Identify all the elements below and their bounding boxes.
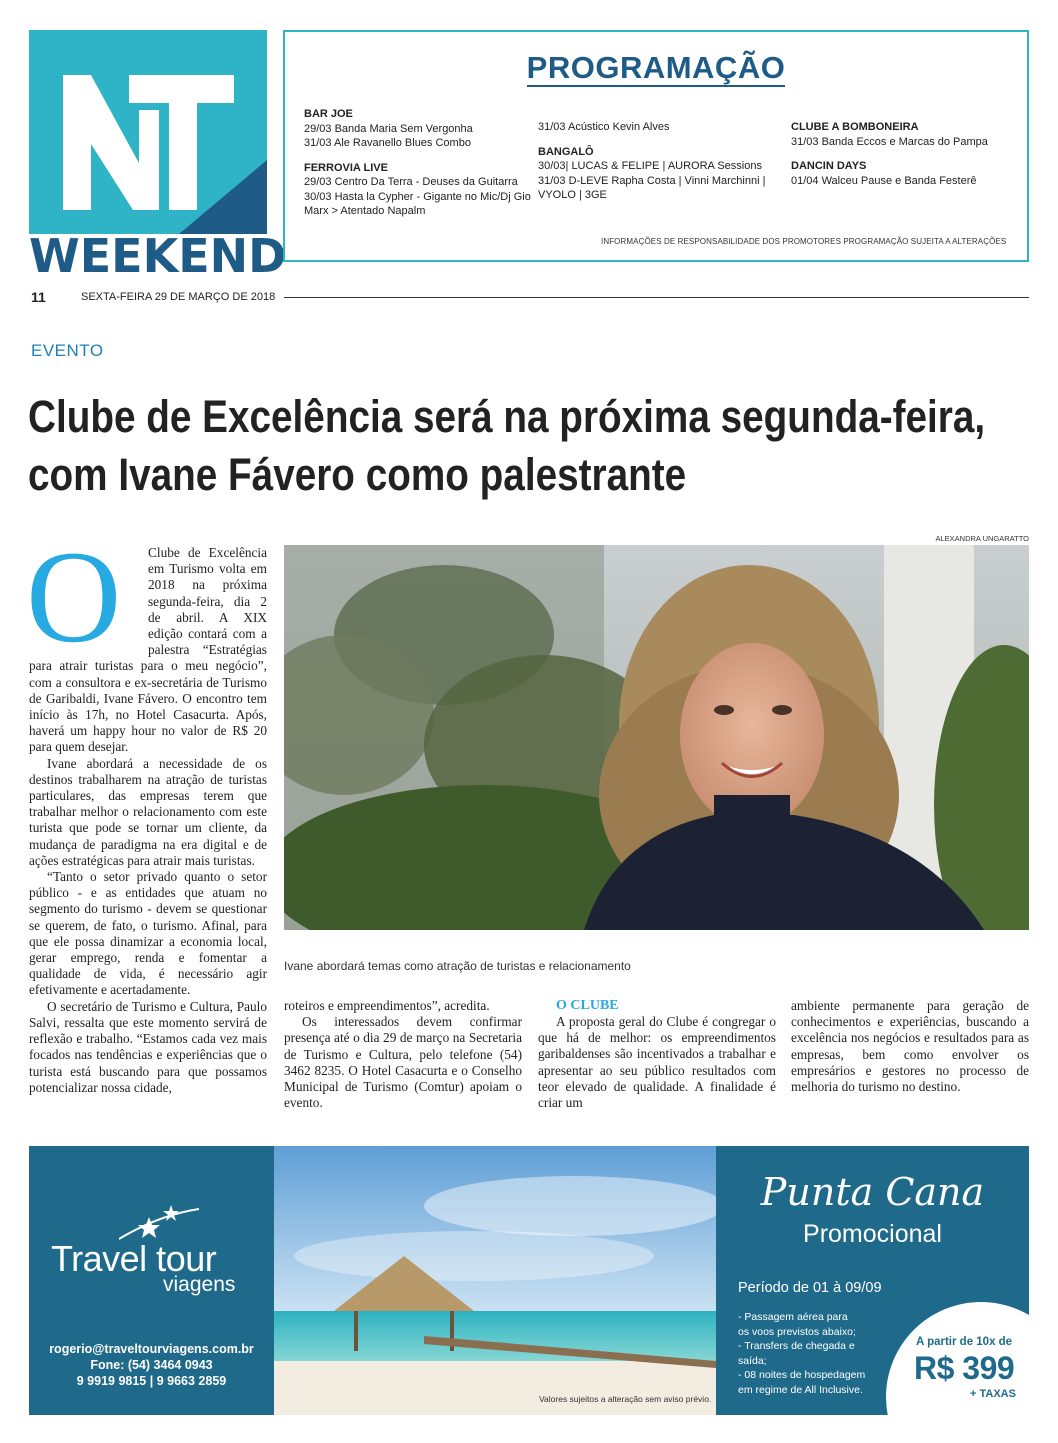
offer-destination: Punta Cana: [760, 1170, 985, 1214]
article-paragraph: Os interessados devem confirmar presença até o dia 29 de março na Secretaria de Turismo e Cultura, pelo telefone (54) 3462 8235. O Hotel Casacurta e o Conselho Municipal de Turismo (Comtur) apoiam o evento.: [284, 1014, 522, 1111]
programacao-title: PROGRAMAÇÃO: [526, 50, 786, 85]
article-headline: [28, 388, 1043, 504]
ad-brand-sub: viagens: [163, 1273, 236, 1296]
article-column-4: [791, 998, 1029, 1095]
offer-include-line: - Transfers de chegada e saída;: [738, 1340, 855, 1367]
offer-period: Período de 01 à 09/09: [738, 1280, 882, 1296]
venue-name: BANGALÔ: [538, 145, 594, 158]
offer-includes: [738, 1310, 878, 1397]
article-paragraph: A proposta geral do Clube é congregar o que há de melhor: os empreendimentos garibaldenses são incentivados a trabalhar e apresentar ao seu público resultados com teor elevado de qualidade. A finalidade é criar um: [538, 1014, 776, 1111]
article-paragraph: Clube de Excelência em Turismo volta em 2018 na próxima segunda-feira, dia 2 de abril. A XIX edição contará com a palestra “Estratégias para atrair turistas para o meu negócio”, com a consultora e ex-secretária de Turismo de Garibaldi, Ivane Fávero. O encontro tem início às 17h, no Hotel Casacurta. Após, haverá um happy hour no valor de R$ 20 para quem desejar.: [29, 545, 267, 755]
logo-weekend-text: WEEKEND: [29, 229, 287, 283]
programacao-col-1: [304, 107, 534, 219]
event-line: 30/03 Hasta la Cypher - Gigante no Mic/Dj Gio: [304, 190, 531, 203]
photo-caption: Ivane abordará temas como atração de turistas e relacionamento: [284, 959, 631, 973]
ad-phone: Fone: (54) 3464 0943: [90, 1358, 213, 1372]
event-line: VYOLO | 3GE: [538, 189, 607, 201]
offer-include-line: os voos previstos abaixo;: [738, 1325, 856, 1338]
stars-icon: [119, 1201, 199, 1241]
ad-brand-name: Travel tour: [51, 1238, 217, 1279]
article-column-3: [538, 998, 776, 1111]
venue-name: BAR JOE: [304, 108, 353, 120]
edition-date: SEXTA-FEIRA 29 DE MARÇO DE 2018: [81, 291, 276, 303]
article-column-2: [284, 998, 522, 1111]
offer-include-line: - 08 noites de hospedagem: [738, 1369, 866, 1381]
event-line: Marx > Atentado Napalm: [304, 205, 426, 217]
event-line: 29/03 Banda Maria Sem Vergonha: [304, 122, 473, 135]
event-line: 30/03| LUCAS & FELIPE | AURORA Sessions: [538, 160, 762, 172]
offer-include-line: - Passagem aérea para: [738, 1311, 848, 1323]
travel-ad: [29, 1146, 1029, 1415]
article-paragraph: Ivane abordará a necessidade de os destinos trabalharem na atração de turistas particulares, das empresas terem que trabalhar melhor o relacionamento com este turista que pode se tornar um cliente, da mudança de paradigma na era digital e de ações estratégicas para atrair mais turistas.: [29, 755, 267, 868]
venue-name: CLUBE A BOMBONEIRA: [791, 121, 919, 133]
headline-line-1: Clube de Excelência será na próxima segunda-feira,: [28, 391, 986, 442]
article-column-1: [26, 523, 267, 1096]
venue-name: FERROVIA LIVE: [304, 161, 388, 174]
nt-logo-mark: [29, 30, 267, 234]
nt-weekend-logo: [29, 30, 287, 283]
event-line: 01/04 Walceu Pause e Banda Festerê: [791, 174, 977, 187]
price-value: R$ 399: [914, 1350, 1015, 1386]
event-line: 29/03 Centro Da Terra - Deuses da Guitarra: [304, 176, 518, 188]
photo-credit: ALEXANDRA UNGARATTO: [935, 534, 1029, 543]
section-label: EVENTO: [31, 341, 104, 360]
drop-cap: O: [26, 523, 122, 670]
event-line: 31/03 Banda Eccos e Marcas do Pampa: [791, 135, 988, 148]
ad-offer-panel: [716, 1146, 1029, 1415]
ad-brand-panel: [29, 1146, 274, 1415]
event-line: 31/03 Ale Ravanello Blues Combo: [304, 137, 471, 149]
programacao-col-2: [538, 120, 778, 203]
offer-include-line: em regime de All Inclusive.: [738, 1383, 863, 1396]
article-paragraph: roteiros e empreendimentos”, acredita.: [284, 998, 490, 1013]
headline-line-2: com Ivane Fávero como palestrante: [28, 449, 687, 500]
article-paragraph: “Tanto o setor privado quanto o setor público - e as entidades que atuam no segmento do turismo - devem se questionar se querem, de fato, o turismo. Afinal, para que ele possa dinamizar a economia local, gerar emprego, renda e fomentar a qualidade de vida, é necessário agir efetivamente e acertadamente.: [29, 869, 267, 998]
subheading: O CLUBE: [556, 998, 619, 1013]
programacao-box: [283, 30, 1029, 262]
article-paragraph: O secretário de Turismo e Cultura, Paulo Salvi, ressalta que este momento servirá de reflexão e trabalho. “Estamos cada vez mais focados nas tendências e experiências que o turista está buscando para que possamos potencializar nossa cidade,: [29, 998, 267, 1095]
ad-mobiles: 9 9919 9815 | 9 9663 2859: [76, 1374, 227, 1388]
price-taxes: + TAXAS: [970, 1388, 1016, 1400]
header-divider: [284, 297, 1029, 298]
ad-disclaimer: Valores sujeitos a alteração sem aviso prévio.: [539, 1394, 712, 1404]
ad-email: rogerio@traveltourviagens.com.br: [49, 1342, 254, 1356]
event-line: 31/03 D-LEVE Rapha Costa | Vinni Marchinni |: [538, 174, 766, 187]
event-line: 31/03 Acústico Kevin Alves: [538, 121, 670, 133]
offer-promo: Promocional: [803, 1220, 942, 1248]
page-number: 11: [31, 289, 46, 305]
price-from: A partir de 10x de: [916, 1336, 1013, 1348]
venue-name: DANCIN DAYS: [791, 160, 867, 172]
ad-beach-image: [274, 1146, 716, 1415]
article-photo: [284, 545, 1029, 930]
programacao-col-3: [791, 120, 1021, 188]
article-paragraph: ambiente permanente para geração de conhecimentos e experiências, buscando a excelência nos negócios e resultados para as empresas, bem como envolver os empresários e gestores no processo de melhoria do turismo no destino.: [791, 998, 1029, 1095]
programacao-note: INFORMAÇÕES DE RESPONSABILIDADE DOS PROMOTORES PROGRAMAÇÃO SUJEITA A ALTERAÇÕES: [601, 237, 1007, 246]
